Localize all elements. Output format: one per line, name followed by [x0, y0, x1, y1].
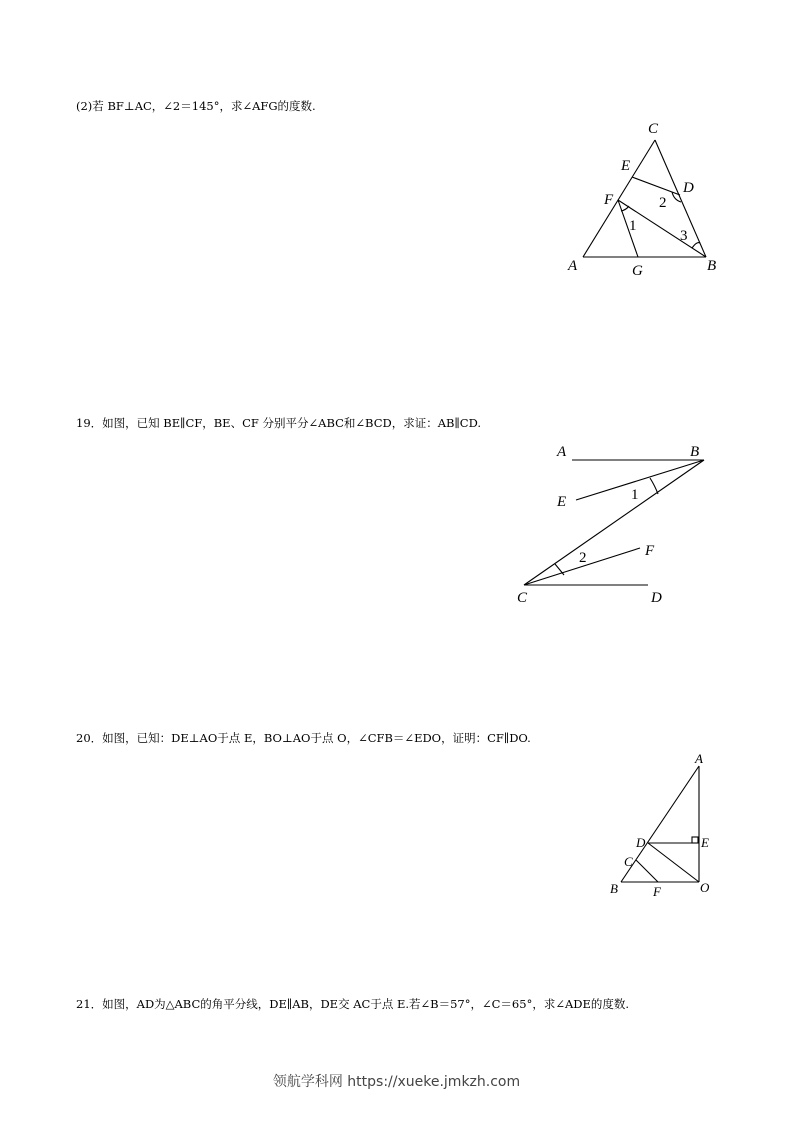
label-f: F [604, 192, 614, 208]
label-f: F [645, 543, 655, 559]
angle-arc-1 [650, 478, 658, 494]
label-a: A [695, 751, 703, 766]
label-d: D [651, 590, 662, 606]
label-angle-3: 3 [680, 228, 688, 244]
label-c: C [648, 121, 659, 137]
label-a: A [557, 444, 567, 460]
label-b: B [690, 444, 700, 460]
segment-ab [621, 766, 699, 882]
angle-arc-1 [621, 206, 629, 211]
label-a: A [568, 258, 578, 274]
label-d: D [636, 835, 646, 850]
label-f: F [653, 884, 661, 899]
label-angle-2: 2 [579, 550, 587, 566]
right-angle-mark-e [692, 837, 698, 843]
figure-parallel-ab-cd [505, 438, 720, 613]
label-angle-2: 2 [659, 195, 667, 211]
label-e: E [621, 158, 631, 174]
question-18-part2: (2)若 BF⊥AC，∠2＝145°，求∠AFG的度数. [76, 99, 316, 113]
label-e: E [701, 835, 709, 850]
figure-right-triangle-abo [600, 748, 725, 903]
angle-arc-3 [692, 243, 700, 248]
label-c: C [624, 854, 633, 869]
question-20: 20．如图，已知：DE⊥AO于点 E，BO⊥AO于点 O，∠CFB＝∠EDO，证明：CF∥DO. [76, 731, 531, 745]
segment-ac [583, 140, 655, 257]
footer-watermark: 领航学科网 https://xueke.jmkzh.com [272, 1074, 521, 1090]
label-g: G [632, 263, 643, 279]
question-21: 21．如图，AD为△ABC的角平分线，DE∥AB，DE交 AC于点 E.若∠B＝57°，∠C＝65°，求∠ADE的度数. [76, 997, 630, 1011]
figure-triangle-abc [560, 115, 730, 285]
segment-be [576, 460, 704, 500]
label-b: B [610, 881, 618, 896]
label-angle-1: 1 [631, 487, 639, 503]
label-c: C [517, 590, 528, 606]
label-o: O [700, 880, 710, 895]
label-e: E [557, 494, 567, 510]
label-b: B [707, 258, 717, 274]
segment-cf [636, 860, 658, 882]
segment-do [648, 843, 699, 882]
question-19: 19．如图，已知 BE∥CF，BE、CF 分别平分∠ABC和∠BCD，求证：AB∥CD. [76, 416, 482, 430]
label-d: D [683, 180, 694, 196]
segment-bc [524, 460, 704, 585]
label-angle-1: 1 [629, 218, 637, 234]
